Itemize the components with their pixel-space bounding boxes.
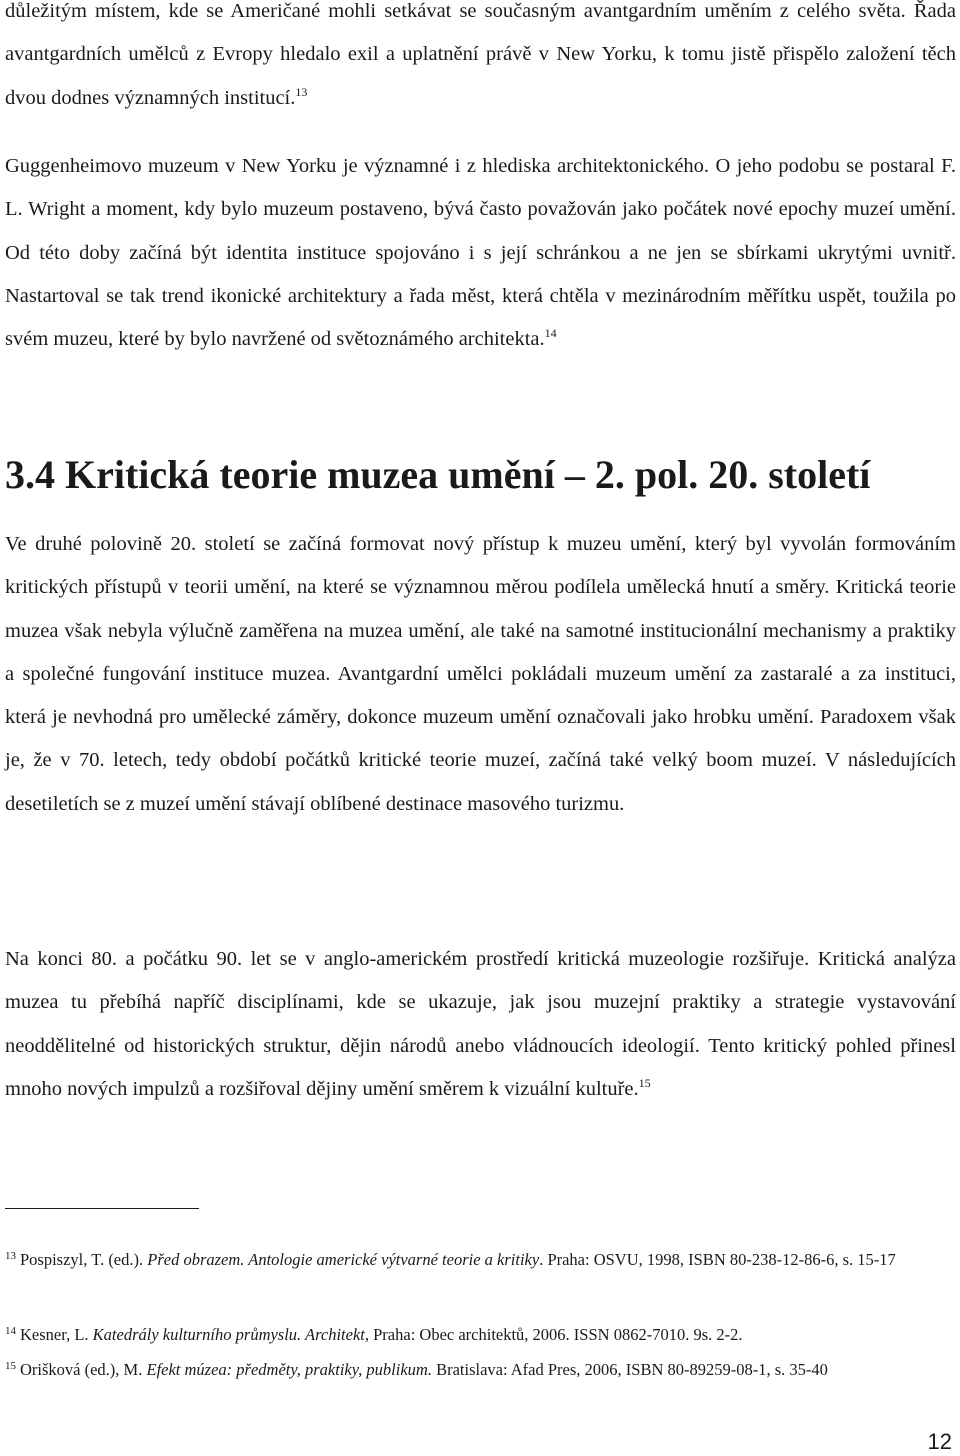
footnote <box>5 1317 956 1352</box>
footnote-text: Pospiszyl, T. (ed.). <box>20 1250 148 1269</box>
footnote-title: Před obrazem. Antologie americké výtvarné teorie a kritiky <box>147 1250 540 1269</box>
footnote-text: . Praha: OSVU, 1998, ISBN 80-238-12-86-6, s. 15-17 <box>539 1250 896 1269</box>
footnote <box>5 1242 956 1277</box>
body-paragraph <box>5 938 956 1111</box>
paragraph-text: Na konci 80. a počátku 90. let se v anglo-americkém prostředí kritická muzeologie rozšiřuje. Kritická analýza muzea tu přebíhá napříč disciplínami, kde se ukazuje, jak jsou muzejní praktiky a strategie vystavování neoddělitelné od historických struktur, dějin národů anebo vládnoucích ideologií. Tento kritický pohled přinesl mnoho nových impulzů a rozšiřoval dějiny umění směrem k vizuální kultuře. <box>5 948 956 1100</box>
footnote-text: Kesner, L. <box>20 1325 93 1344</box>
footnote-title: Efekt múzea: předměty, praktiky, publikum. <box>146 1360 432 1379</box>
body-paragraph <box>5 145 956 361</box>
paragraph-text: Ve druhé polovině 20. století se začíná formovat nový přístup k muzeu umění, který byl vyvolán formováním kritických přístupů v teorii umění, na které se významnou měrou podílela umělecká hnutí a směry. Kritická teorie muzea však nebyla výlučně zaměřena na muzea umění, ale také na samotné institucionální mechanismy a praktiky a společné fungování instituce muzea. Avantgardní umělci pokládali muzeum umění za zastaralé a za instituci, která je nevhodná pro umělecké záměry, dokonce muzeum umění označovali jako hrobku umění. Paradoxem však je, že v 70. letech, tedy období počátků kritické teorie muzeí, začíná také velký boom muzeí. V následujících desetiletích se z muzeí umění stávají oblíbené destinace masového turizmu. <box>5 533 956 815</box>
footnote <box>5 1352 956 1387</box>
body-paragraph <box>5 0 956 120</box>
footnote-reference: 15 <box>638 1076 651 1091</box>
body-paragraph <box>5 523 956 826</box>
section-heading: 3.4 Kritická teorie muzea umění – 2. pol. 20. století <box>5 452 871 497</box>
footnote-number: 13 <box>5 1249 16 1262</box>
page-number: 12 <box>927 1429 952 1454</box>
paragraph-text: důležitým místem, kde se Američané mohli setkávat se současným avantgardním uměním z celého světa. Řada avantgardních umělců z Evropy hledalo exil a uplatnění právě v New Yorku, k tomu jistě přispělo založení těch dvou dodnes významných institucí. <box>5 0 956 109</box>
footnote-title: Katedrály kulturního průmyslu. Architekt <box>92 1325 365 1344</box>
footnote-reference: 13 <box>295 84 308 99</box>
footnote-text: Bratislava: Afad Pres, 2006, ISBN 80-89259-08-1, s. 35-40 <box>431 1360 828 1379</box>
footnote-number: 14 <box>5 1324 16 1337</box>
footnote-reference: 14 <box>544 326 557 341</box>
footnote-text: , Praha: Obec architektů, 2006. ISSN 0862-7010. 9s. 2-2. <box>364 1325 743 1344</box>
footnote-text: Orišková (ed.), M. <box>20 1360 147 1379</box>
footnote-number: 15 <box>5 1359 16 1372</box>
footnote-separator <box>5 1208 199 1209</box>
paragraph-text: Guggenheimovo muzeum v New Yorku je významné i z hlediska architektonického. O jeho podobu se postaral F. L. Wright a moment, kdy bylo muzeum postaveno, bývá často považován jako počátek nové epochy muzeí umění. Od této doby začíná být identita instituce spojováno i s její schránkou a ne jen se sbírkami ukrytými uvnitř. Nastartoval se tak trend ikonické architektury a řada měst, která chtěla v mezinárodním měřítku uspět, toužila po svém muzeu, které by bylo navržené od světoznámého architekta. <box>5 155 956 351</box>
